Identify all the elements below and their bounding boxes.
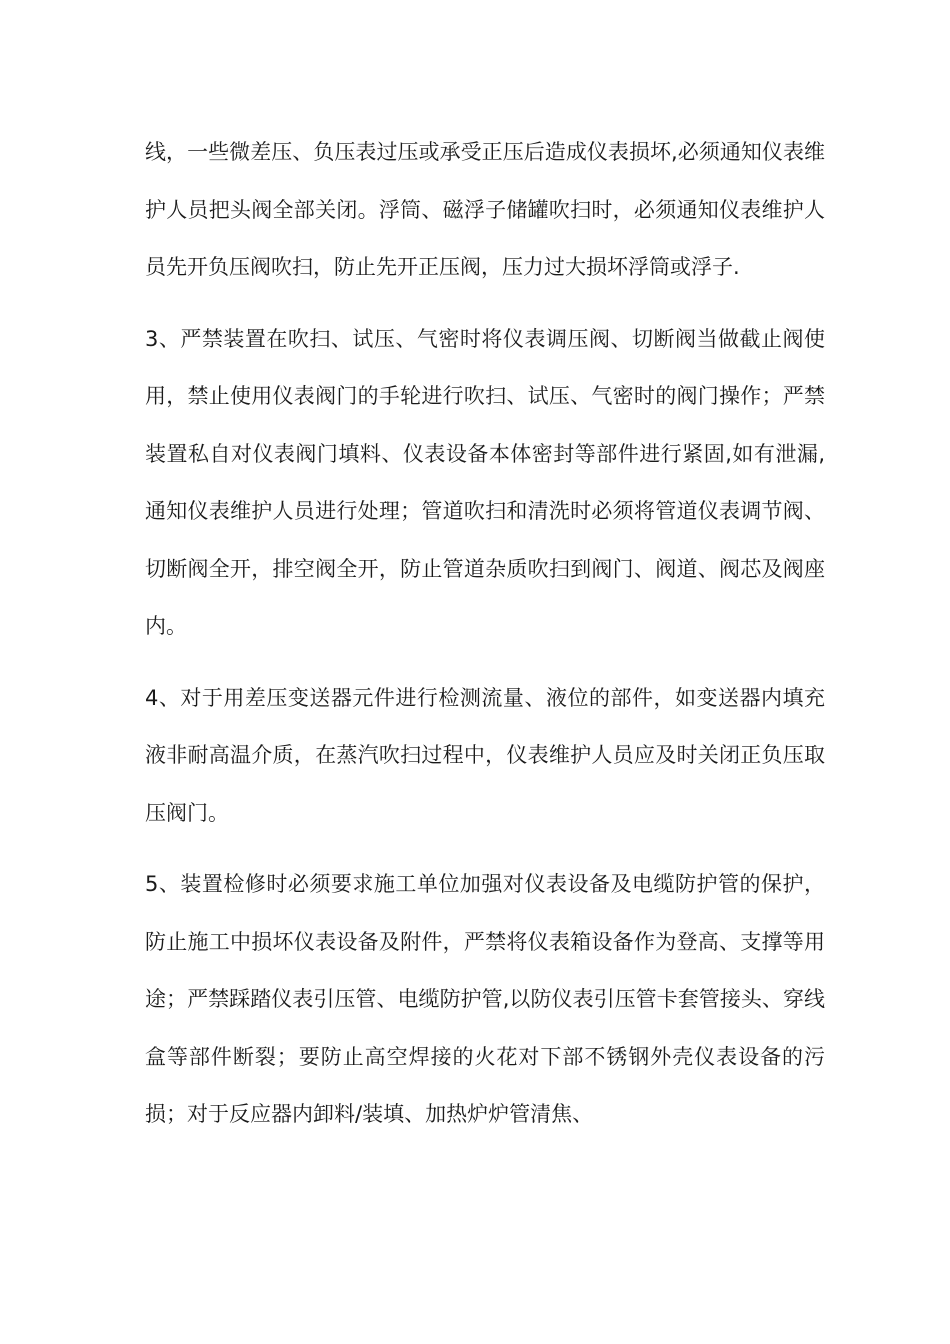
- paragraph-continuation: 线，一些微差压、负压表过压或承受正压后造成仪表损坏,必须通知仪表维护人员把头阀全部关闭。浮筒、磁浮子储罐吹扫时，必须通知仪表维护人员先开负压阀吹扫，防止先开正压阀，压力过大损坏浮筒或浮子.: [145, 140, 825, 279]
- paragraph-item-5: 5、装置检修时必须要求施工单位加强对仪表设备及电缆防护管的保护，防止施工中损坏仪表设备及附件，严禁将仪表箱设备作为登高、支撑等用途；严禁踩踏仪表引压管、电缆防护管,以防仪表引压管卡套管接头、穿线盒等部件断裂；要防止高空焊接的火花对下部不锈钢外壳仪表设备的污损；对于反应器内卸料/装填、加热炉炉管清焦、: [145, 872, 825, 1126]
- paragraph-item-3: 3、严禁装置在吹扫、试压、气密时将仪表调压阀、切断阀当做截止阀使用，禁止使用仪表阀门的手轮进行吹扫、试压、气密时的阀门操作；严禁装置私自对仪表阀门填料、仪表设备本体密封等部件进行紧固,如有泄漏,通知仪表维护人员进行处理；管道吹扫和清洗时必须将管道仪表调节阀、切断阀全开，排空阀全开，防止管道杂质吹扫到阀门、阀道、阀芯及阀座内。: [145, 326, 825, 638]
- paragraph-item-4: 4、对于用差压变送器元件进行检测流量、液位的部件，如变送器内填充液非耐高温介质，在蒸汽吹扫过程中，仪表维护人员应及时关闭正负压取压阀门。: [145, 685, 825, 825]
- document-body: [145, 124, 825, 1158]
